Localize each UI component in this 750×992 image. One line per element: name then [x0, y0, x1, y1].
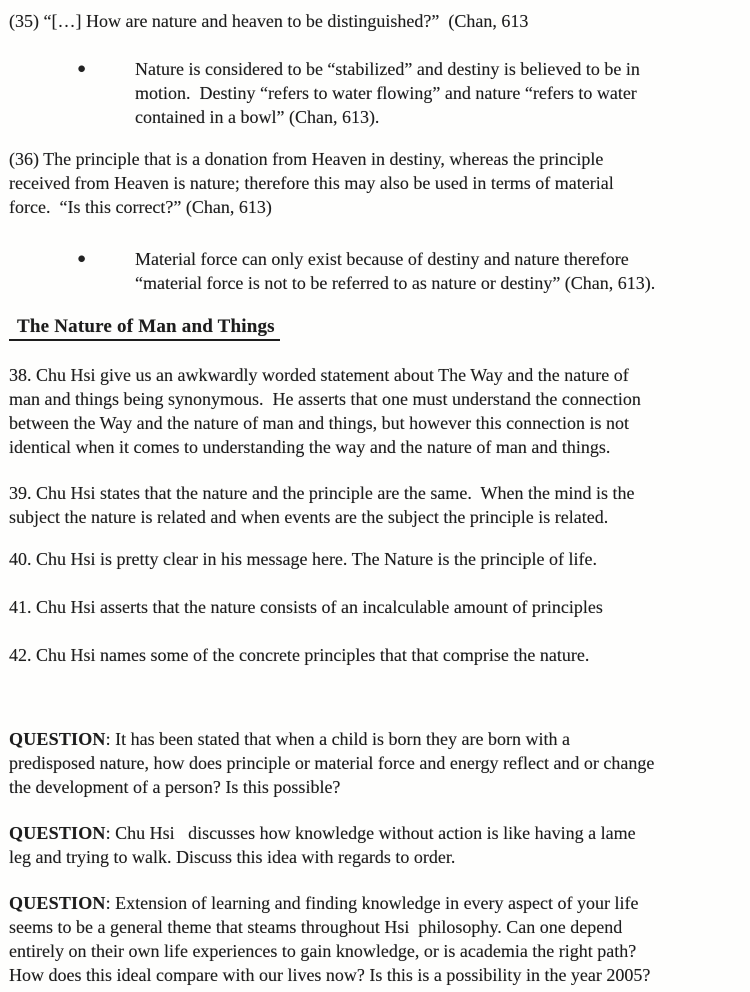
text-line	[9, 821, 744, 845]
bullet-text	[135, 57, 744, 129]
text-line: entirely on their own life experiences to gain knowledge, or is academia the right path?	[9, 941, 637, 961]
text-line: 40. Chu Hsi is pretty clear in his message here. The Nature is the principle of life.	[9, 549, 598, 569]
question-paragraph-2	[9, 821, 744, 869]
text-line: predisposed nature, how does principle or material force and energy reflect and or change	[9, 753, 655, 773]
paragraph-38	[9, 363, 744, 459]
section-heading-text: The Nature of Man and Things	[9, 315, 280, 341]
text-line: 38. Chu Hsi give us an awkwardly worded statement about The Way and the nature of	[9, 365, 629, 385]
text-line: Material force can only exist because of destiny and nature therefore	[135, 249, 629, 269]
bullet-icon: ●	[77, 61, 87, 77]
paragraph-39	[9, 481, 744, 529]
question-label: QUESTION	[9, 729, 106, 749]
text-line: the development of a person? Is this possible?	[9, 777, 341, 797]
text-line: received from Heaven is nature; therefore this may also be used in terms of material	[9, 173, 614, 193]
question-paragraph-1	[9, 727, 744, 799]
text-line	[9, 891, 744, 915]
bullet-icon: ●	[77, 251, 87, 267]
text-line: 39. Chu Hsi states that the nature and the principle are the same. When the mind is the	[9, 483, 635, 503]
section-heading	[9, 315, 744, 341]
text-line: motion. Destiny “refers to water flowing” and nature “refers to water	[135, 83, 637, 103]
text-line: 41. Chu Hsi asserts that the nature consists of an incalculable amount of principles	[9, 597, 603, 617]
bullet-text	[135, 247, 744, 295]
text-line: man and things being synonymous. He asserts that one must understand the connection	[9, 389, 641, 409]
question-label: QUESTION	[9, 823, 106, 843]
paragraph-35	[9, 9, 744, 33]
text-line: between the Way and the nature of man and things, but however this connection is not	[9, 413, 630, 433]
text-line: Nature is considered to be “stabilized” and destiny is believed to be in	[135, 59, 640, 79]
question-text: : It has been stated that when a child is born they are born with a	[105, 729, 571, 749]
paragraph-36	[9, 147, 744, 219]
text-line: (36) The principle that is a donation from Heaven in destiny, whereas the principle	[9, 149, 604, 169]
text-line	[9, 727, 744, 751]
question-text: : Chu Hsi discusses how knowledge without action is like having a lame	[105, 823, 636, 843]
text-line: identical when it comes to understanding the way and the nature of man and things.	[9, 437, 611, 457]
text-line: How does this ideal compare with our lives now? Is this is a possibility in the year 2005?	[9, 965, 651, 985]
text-line: contained in a bowl” (Chan, 613).	[135, 107, 380, 127]
text-line: 42. Chu Hsi names some of the concrete principles that that comprise the nature.	[9, 645, 590, 665]
question-paragraph-3	[9, 891, 744, 987]
bullet-item-2	[9, 247, 744, 295]
text-line: (35) “[…] How are nature and heaven to be distinguished?” (Chan, 613	[9, 11, 529, 31]
paragraph-41	[9, 595, 744, 619]
text-line: seems to be a general theme that steams throughout Hsi philosophy. Can one depend	[9, 917, 623, 937]
paragraph-40	[9, 547, 744, 571]
text-line: leg and trying to walk. Discuss this idea with regards to order.	[9, 847, 456, 867]
question-label: QUESTION	[9, 893, 106, 913]
bullet-item-1	[9, 57, 744, 129]
text-line: force. “Is this correct?” (Chan, 613)	[9, 197, 272, 217]
question-text: : Extension of learning and finding knowledge in every aspect of your life	[105, 893, 639, 913]
text-line: subject the nature is related and when events are the subject the principle is related.	[9, 507, 609, 527]
paragraph-42	[9, 643, 744, 667]
text-line: “material force is not to be referred to as nature or destiny” (Chan, 613).	[135, 273, 656, 293]
